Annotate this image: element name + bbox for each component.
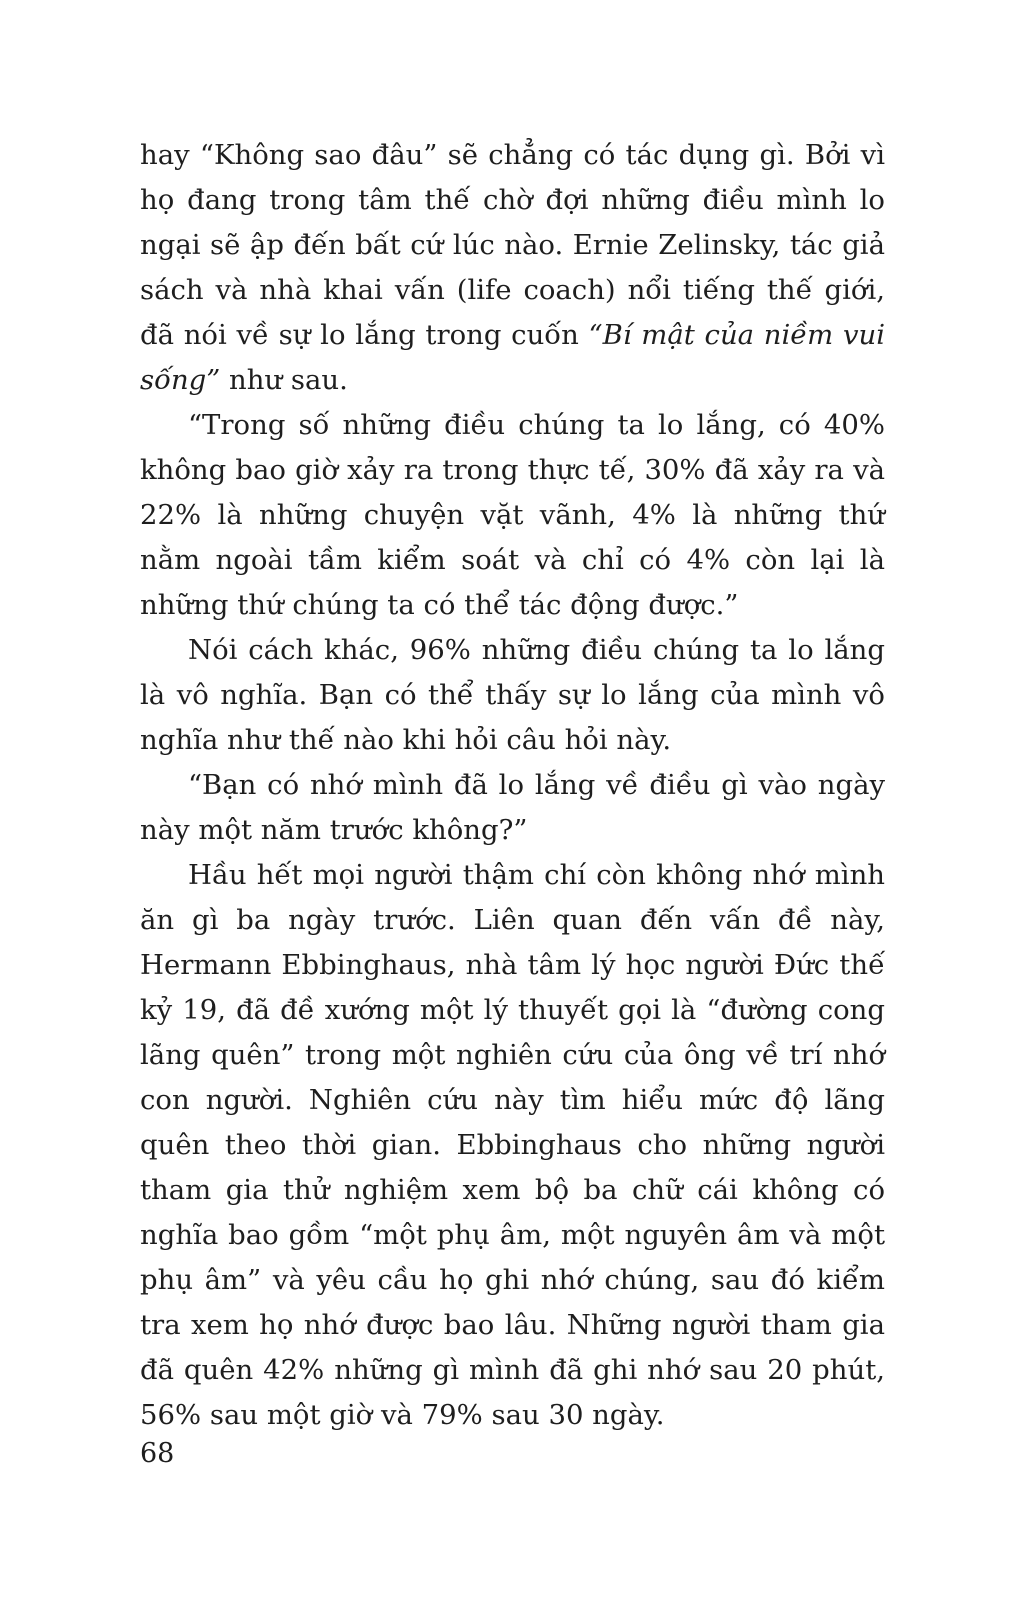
text-segment: như sau. <box>220 364 348 396</box>
paragraph <box>140 628 885 763</box>
paragraph <box>140 133 885 403</box>
text-segment: hay “Không sao đâu” sẽ chẳng có tác dụng gì. Bởi vì họ đang trong tâm thế chờ đợi những điều mình lo ngại sẽ ập đến bất cứ lúc nào. Ernie Zelinsky, tác giả sách và nhà khai vấn (life coach) nổi tiếng thế giới, đã nói về sự lo lắng trong cuốn <box>140 139 885 351</box>
text-segment: Nói cách khác, 96% những điều chúng ta lo lắng là vô nghĩa. Bạn có thể thấy sự lo lắng của mình vô nghĩa như thế nào khi hỏi câu hỏi này. <box>140 634 885 756</box>
book-title-italic: “Bí mật của niềm vui sống” <box>140 319 885 396</box>
page-number: 68 <box>140 1438 175 1469</box>
body-text <box>140 133 885 1438</box>
paragraph <box>140 853 885 1438</box>
text-segment: “Bạn có nhớ mình đã lo lắng về điều gì vào ngày này một năm trước không?” <box>140 769 885 846</box>
paragraph <box>140 763 885 853</box>
text-segment: Hầu hết mọi người thậm chí còn không nhớ mình ăn gì ba ngày trước. Liên quan đến vấn đề này, Hermann Ebbinghaus, nhà tâm lý học người Đức thế kỷ 19, đã đề xướng một lý thuyết gọi là “đường cong lãng quên” trong một nghiên cứu của ông về trí nhớ con người. Nghiên cứu này tìm hiểu mức độ lãng quên theo thời gian. Ebbinghaus cho những người tham gia thử nghiệm xem bộ ba chữ cái không có nghĩa bao gồm “một phụ âm, một nguyên âm và một phụ âm” và yêu cầu họ ghi nhớ chúng, sau đó kiểm tra xem họ nhớ được bao lâu. Những người tham gia đã quên 42% những gì mình đã ghi nhớ sau 20 phút, 56% sau một giờ và 79% sau 30 ngày. <box>140 859 885 1431</box>
text-segment: “Trong số những điều chúng ta lo lắng, có 40% không bao giờ xảy ra trong thực tế, 30% đã xảy ra và 22% là những chuyện vặt vãnh, 4% là những thứ nằm ngoài tầm kiểm soát và chỉ có 4% còn lại là những thứ chúng ta có thể tác động được.” <box>140 409 885 621</box>
paragraph <box>140 403 885 628</box>
